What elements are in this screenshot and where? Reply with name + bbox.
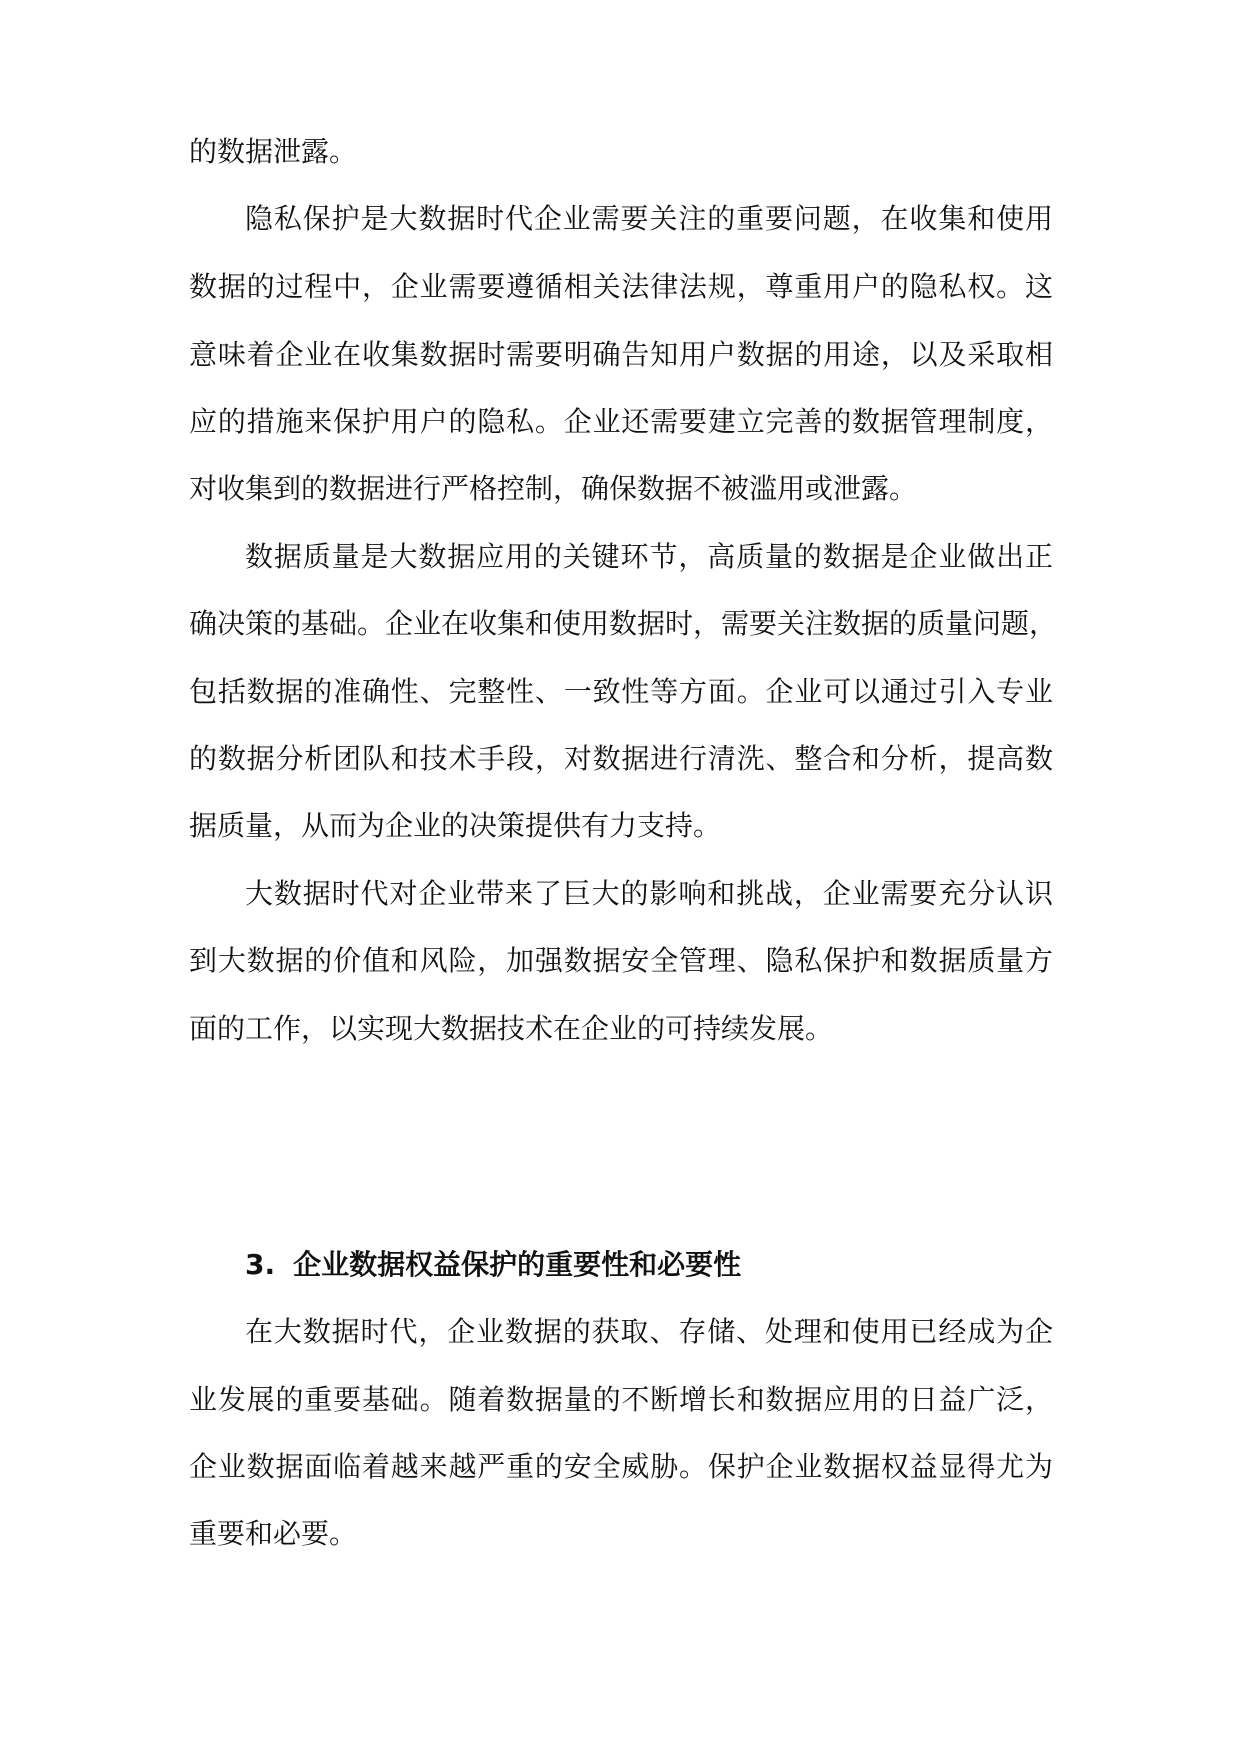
text-line: 大数据时代对企业带来了巨大的影响和挑战，企业需要充分认识 (245, 877, 1053, 910)
text-line: 对收集到的数据进行严格控制，确保数据不被滥用或泄露。 (189, 472, 918, 505)
text-line: 确决策的基础。企业在收集和使用数据时，需要关注数据的质量问题， (189, 607, 1058, 640)
text-line: 意味着企业在收集数据时需要明确告知用户数据的用途，以及采取相 (189, 338, 1053, 371)
text-line: 的数据泄露。 (189, 135, 358, 168)
text-line: 面的工作，以实现大数据技术在企业的可持续发展。 (189, 1012, 834, 1045)
text-line: 的数据分析团队和技术手段，对数据进行清洗、整合和分析，提高数 (189, 742, 1053, 775)
text-line: 到大数据的价值和风险，加强数据安全管理、隐私保护和数据质量方 (189, 944, 1053, 977)
text-line: 业发展的重要基础。随着数据量的不断增长和数据应用的日益广泛， (189, 1383, 1053, 1416)
text-line: 重要和必要。 (189, 1517, 358, 1550)
text-line: 据质量，从而为企业的决策提供有力支持。 (189, 809, 722, 842)
text-line: 在大数据时代，企业数据的获取、存储、处理和使用已经成为企 (245, 1315, 1053, 1348)
section-number: 3. (245, 1248, 276, 1281)
text-line: 企业数据面临着越来越严重的安全威胁。保护企业数据权益显得尤为 (189, 1450, 1053, 1483)
section-heading (245, 1243, 741, 1287)
text-line: 包括数据的准确性、完整性、一致性等方面。企业可以通过引入专业 (189, 675, 1053, 708)
text-line: 应的措施来保护用户的隐私。企业还需要建立完善的数据管理制度， (189, 405, 1053, 438)
text-line: 数据质量是大数据应用的关键环节，高质量的数据是企业做出正 (245, 540, 1053, 573)
section-title: 企业数据权益保护的重要性和必要性 (293, 1248, 742, 1281)
text-line: 数据的过程中，企业需要遵循相关法律法规，尊重用户的隐私权。这 (189, 270, 1053, 303)
text-line: 隐私保护是大数据时代企业需要关注的重要问题，在收集和使用 (245, 202, 1053, 235)
